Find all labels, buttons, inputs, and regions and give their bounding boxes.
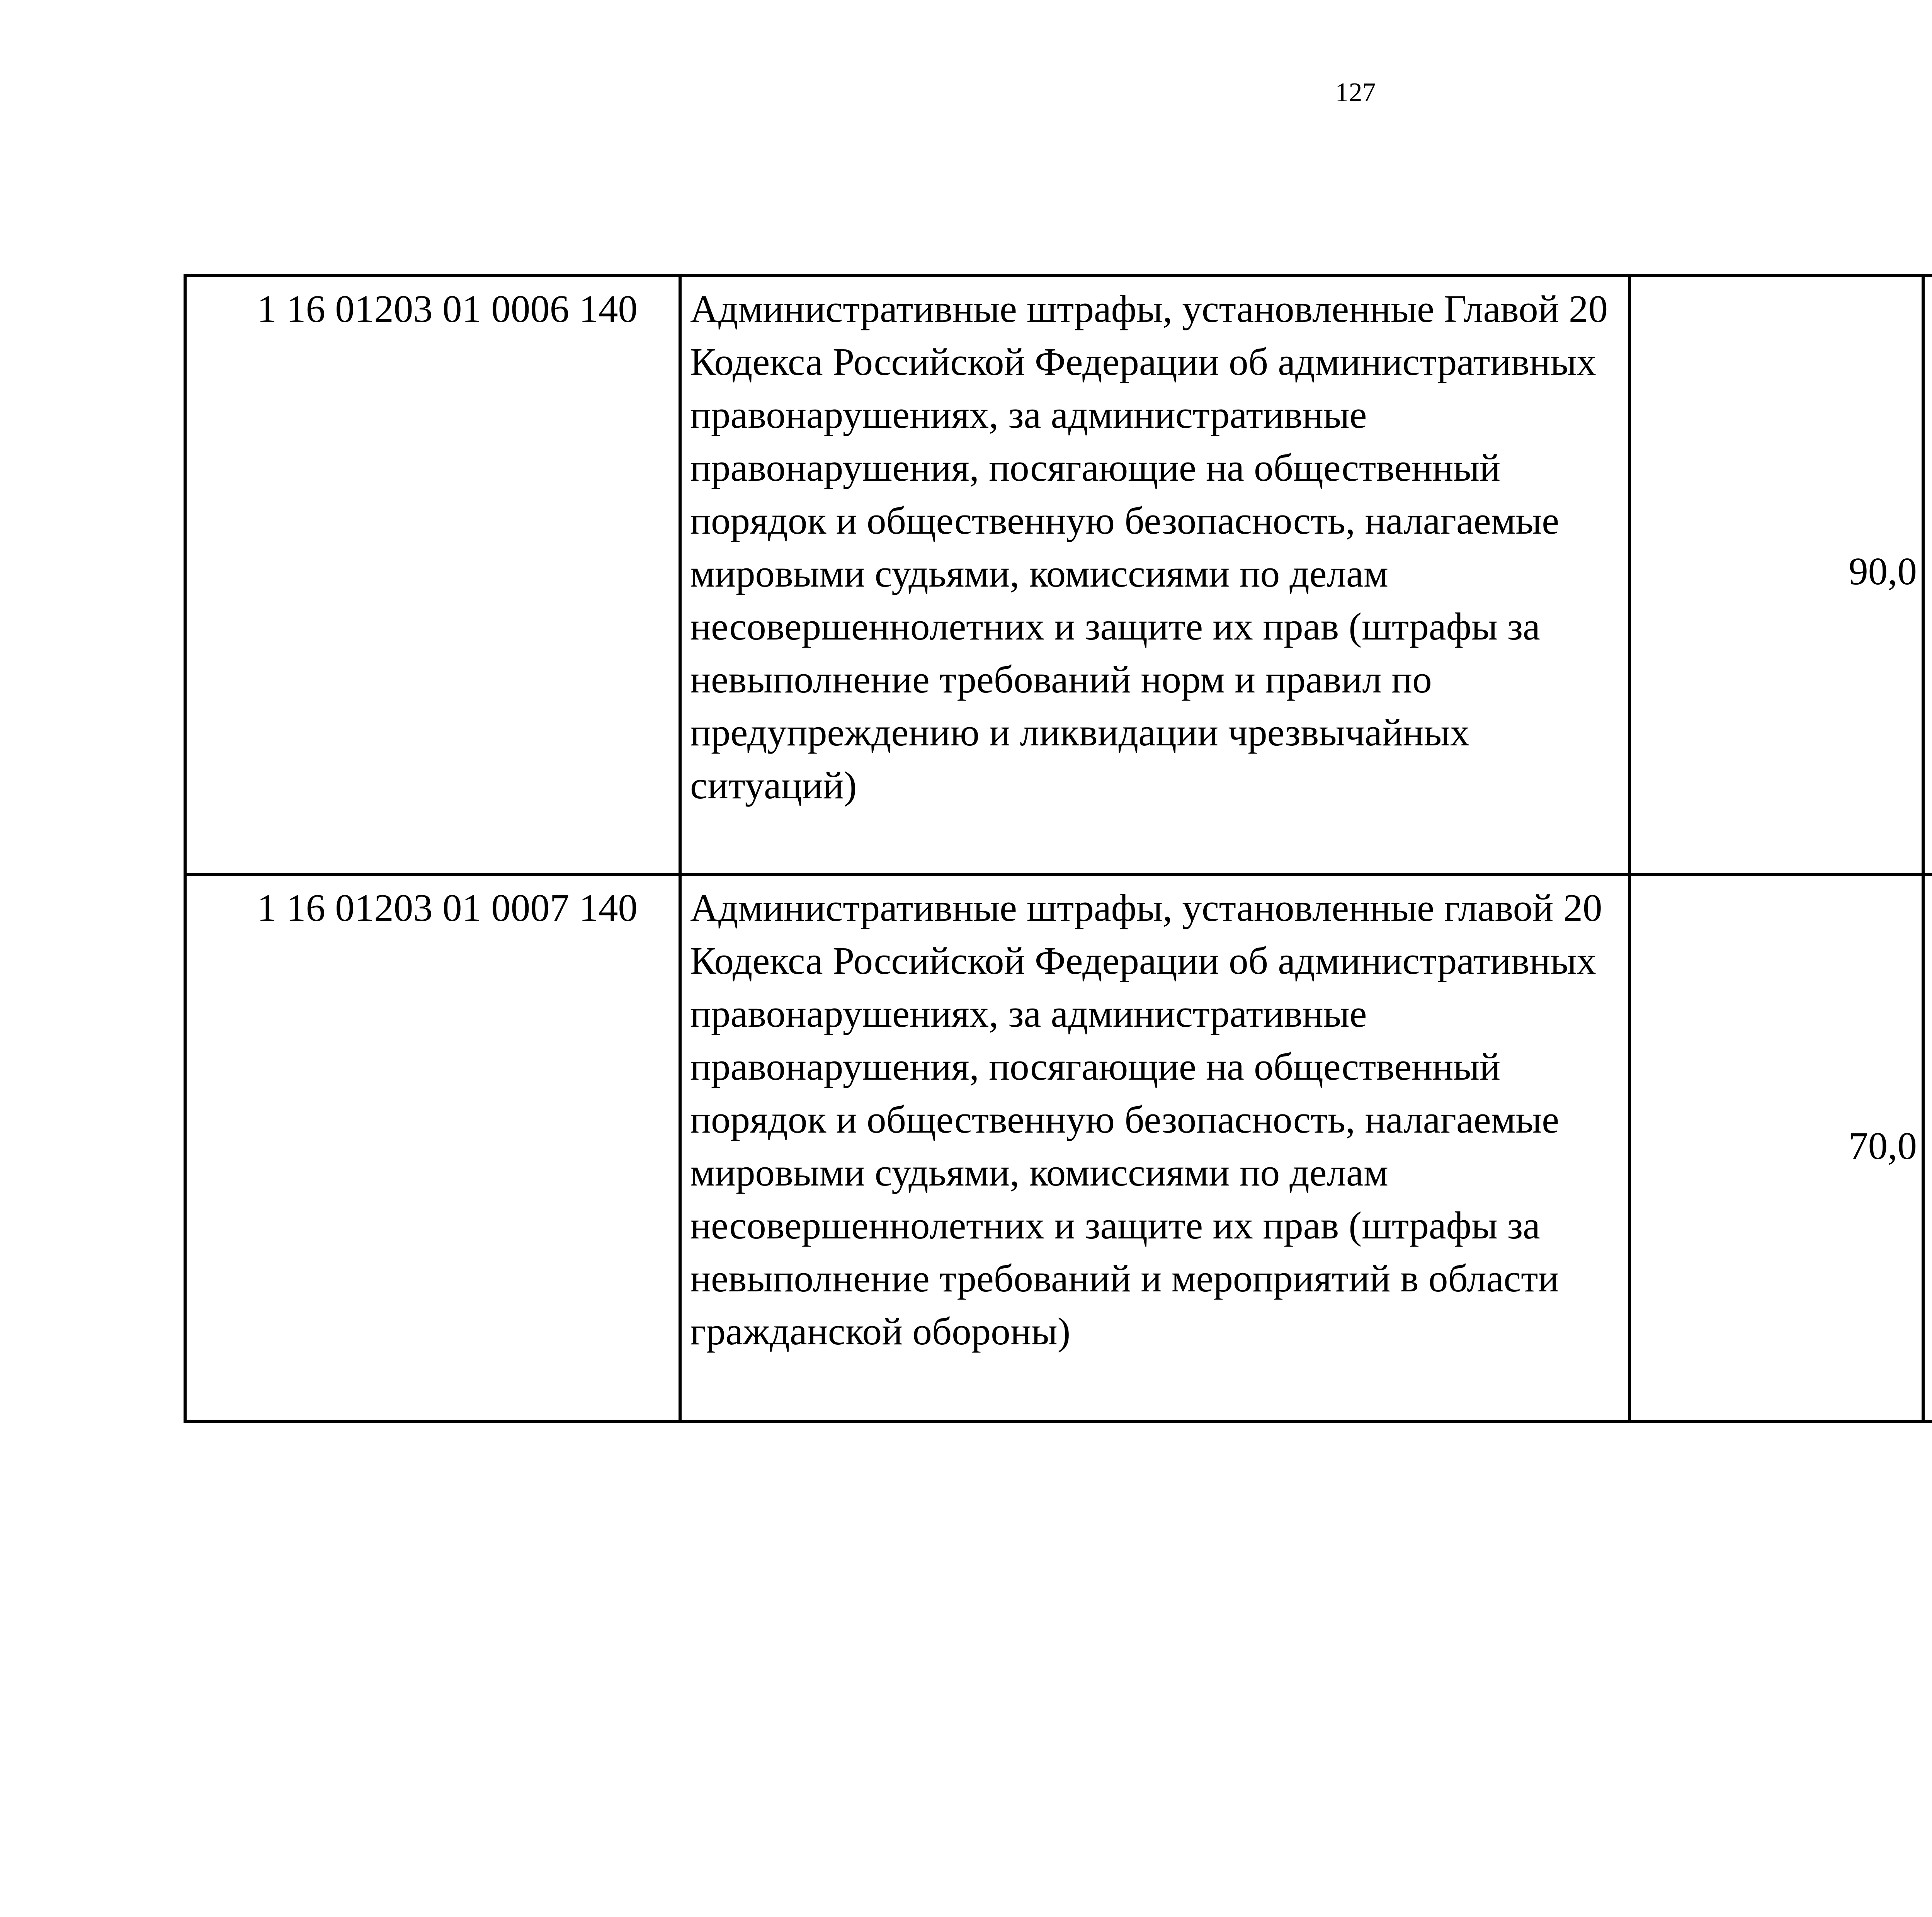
table-row (185, 276, 1932, 874)
amount-cell-year-2 (1923, 276, 1932, 874)
amount-cell-year-1: 70,0 (1629, 874, 1923, 1421)
amount-cell-year-1: 90,0 (1629, 276, 1923, 874)
budget-code-cell: 1 16 01203 01 0006 140 (185, 276, 680, 874)
amount-cell-year-2 (1923, 874, 1932, 1421)
budget-table (184, 274, 1932, 1423)
budget-code-cell: 1 16 01203 01 0007 140 (185, 874, 680, 1421)
description-cell: Административные штрафы, установленные Главой 20 Кодекса Российской Федерации об административных правонарушениях, за административные правонарушения, посягающие на общественный порядок и общественную безопасность, налагаемые мировыми судьями, комиссиями по делам несовершеннолетних и защите их прав (штрафы за невыполнение требований норм и правил по предупреждению и ликвидации чрезвычайных ситуаций) (680, 276, 1629, 874)
page-number: 127 (1335, 78, 1376, 107)
table-row (185, 874, 1932, 1421)
description-cell: Административные штрафы, установленные главой 20 Кодекса Российской Федерации об административных правонарушениях, за административные правонарушения, посягающие на общественный порядок и общественную безопасность, налагаемые мировыми судьями, комиссиями по делам несовершеннолетних и защите их прав (штрафы за невыполнение требований и мероприятий в области гражданской обороны) (680, 874, 1629, 1421)
